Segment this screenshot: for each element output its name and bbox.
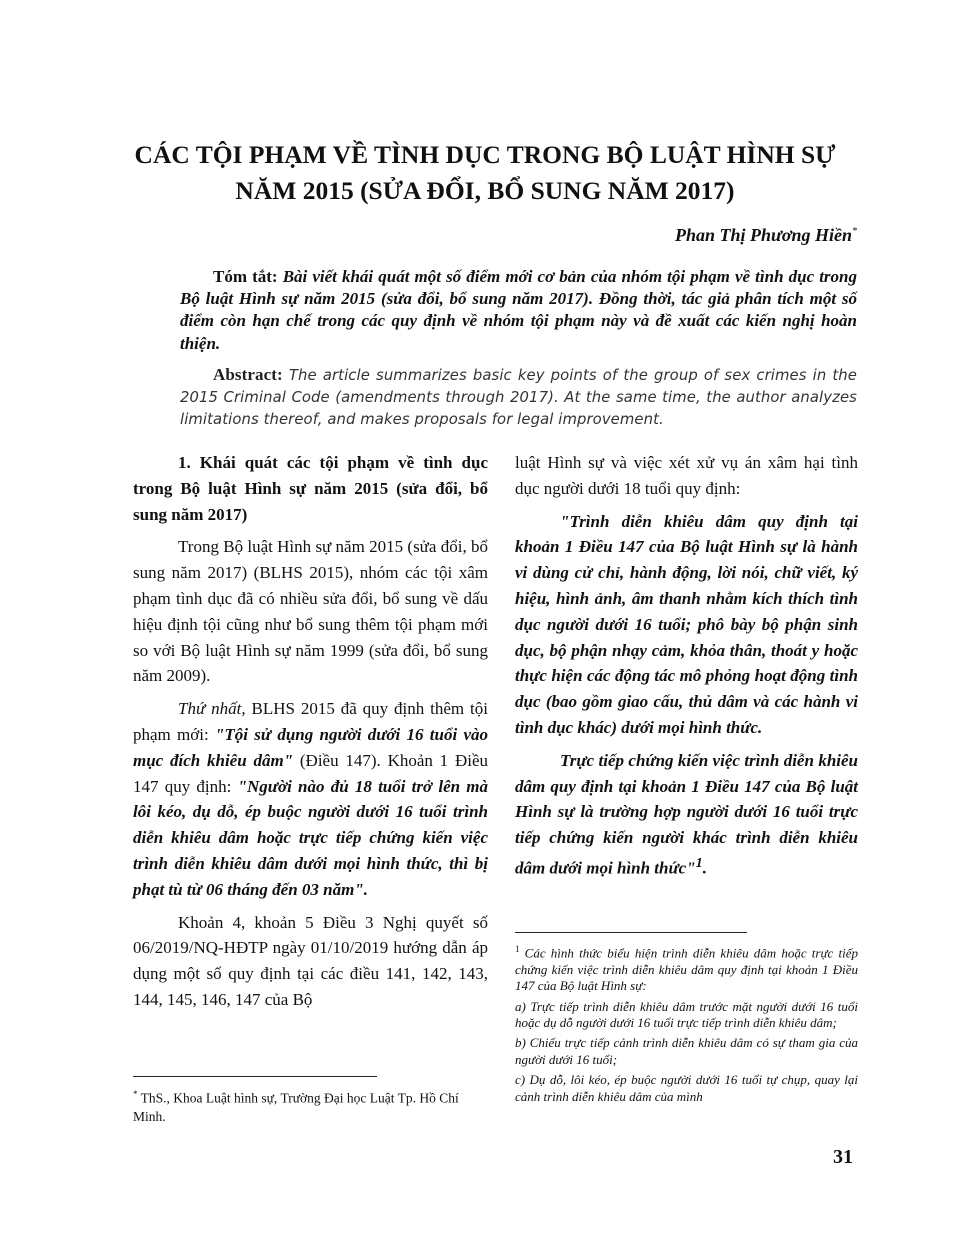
english-abstract	[180, 364, 857, 432]
author-affiliation: ThS., Khoa Luật hình sự, Trường Đại học Luật Tp. Hồ Chí Minh.	[133, 1090, 459, 1124]
footnote-1-intro	[515, 941, 858, 995]
right-paragraph-1: luật Hình sự và việc xét xử vụ án xâm hại tình dục người dưới 18 tuổi quy định:	[515, 453, 858, 498]
summary-label: Tóm tắt:	[213, 267, 278, 286]
right-paragraph-3-text: Trực tiếp chứng kiến việc trình diễn khiêu dâm quy định tại khoản 1 Điều 147 của Bộ luật Hình sự là trường hợp người dưới 16 tuổi trực tiếp chứng kiến người khác trình diễn khiêu dâm dưới mọi hình thức"	[515, 750, 858, 878]
summary-text: Bài viết khái quát một số điểm mới cơ bản của nhóm tội phạm về tình dục trong Bộ luật Hình sự năm 2015 (sửa đổi, bổ sung năm 2017). Đồng thời, tác giả phân tích một số điểm còn hạn chế trong các quy định về nhóm tội phạm này và đề xuất các kiến nghị hoàn thiện.	[180, 267, 858, 353]
left-column	[133, 450, 488, 1020]
left-paragraph-3: Khoản 4, khoản 5 Điều 3 Nghị quyết số 06/2019/NQ-HĐTP ngày 01/10/2019 hướng dẫn áp dụng một số quy định tại các điều 141, 142, 143, 144, 145, 146, 147 của Bộ	[133, 912, 488, 1009]
left-paragraph-2	[133, 696, 488, 902]
vietnamese-summary	[180, 266, 857, 355]
section-heading: 1. Khái quát các tội phạm về tình dục trong Bộ luật Hình sự năm 2015 (sửa đổi, bổ sung năm 2017)	[133, 453, 488, 524]
footnote-divider-right	[515, 932, 747, 933]
right-paragraph-2: "Trình diễn khiêu dâm quy định tại khoản 1 Điều 147 của Bộ luật Hình sự là hành vi dùng cử chỉ, hành động, lời nói, chữ viết, ký hiệu, hình ảnh, âm thanh nhằm kích thích tình dục người dưới 16 tuổi; phô bày bộ phận sinh dục, bộ phận nhạy cảm, khỏa thân, thoát y hoặc thực hiện các động tác mô phỏng hoạt động tình dục (bao gồm giao cấu, thủ dâm và các hành vi tình dục khác) dưới mọi hình thức.	[515, 511, 858, 737]
article-title	[110, 137, 860, 209]
author-footnote	[133, 1085, 493, 1126]
footnote-1-mark: 1	[515, 944, 520, 954]
title-line-2: NĂM 2015 (SỬA ĐỔI, BỔ SUNG NĂM 2017)	[235, 176, 735, 205]
page-number: 31	[833, 1146, 853, 1168]
right-paragraph-3-end: .	[702, 858, 707, 878]
first-point-lead: Thứ nhất,	[178, 699, 246, 719]
left-paragraph-2-text-a: BLHS 2015 đã quy định thêm tội phạm mới:	[133, 699, 488, 744]
article-147-quote: "Người nào đủ 18 tuổi trở lên mà lôi kéo, dụ dỗ, ép buộc người dưới 16 tuổi trình diễn khiêu dâm hoặc trực tiếp chứng kiến việc trình diễn khiêu dâm dưới mọi hình thức, thì bị phạt tù từ 06 tháng đến 03 năm".	[133, 776, 488, 899]
abstract-label: Abstract:	[213, 365, 283, 384]
abstract-text: The article summarizes basic key points of the group of sex crimes in the 2015 Criminal Code (amendments through 2017). At the same time, the author analyzes limitations thereof, and makes proposals for legal improvement.	[180, 367, 857, 429]
left-paragraph-2-text-b: (Điều 147). Khoản 1 Điều 147 quy định:	[133, 750, 488, 796]
author-byline	[675, 225, 857, 246]
footnote-1-item-a: a) Trực tiếp trình diễn khiêu dâm trước mặt người dưới 16 tuổi hoặc dụ dỗ người dưới 16 tuổi trực tiếp trình diễn khiêu dâm;	[515, 998, 858, 1030]
footnote-1-item-c: c) Dụ dỗ, lôi kéo, ép buộc người dưới 16 tuổi tự chụp, quay lại cảnh trình diễn khiêu dâm của mình	[515, 1072, 858, 1104]
author-footnote-mark: *	[852, 226, 857, 237]
author-name: Phan Thị Phương Hiền	[675, 225, 852, 245]
author-footnote-symbol: *	[133, 1089, 138, 1099]
crime-name-quote: "Tội sử dụng người dưới 16 tuổi vào mục đích khiêu dâm"	[133, 724, 488, 770]
footnote-divider-left	[133, 1076, 377, 1077]
right-paragraph-3	[515, 748, 858, 882]
footnote-reference-1: 1	[695, 854, 703, 871]
title-line-1: CÁC TỘI PHẠM VỀ TÌNH DỤC TRONG BỘ LUẬT HÌNH SỰ	[134, 140, 836, 169]
right-column	[515, 450, 858, 888]
footnote-1-item-b: b) Chiếu trực tiếp cảnh trình diễn khiêu dâm có sự tham gia của người dưới 16 tuổi;	[515, 1035, 858, 1067]
footnote-1-intro-text: Các hình thức biểu hiện trình diễn khiêu dâm hoặc trực tiếp chứng kiến việc trình diễn khiêu dâm quy định tại khoản 1 Điều 147 của Bộ luật Hình sự:	[515, 945, 858, 994]
left-paragraph-1: Trong Bộ luật Hình sự năm 2015 (sửa đổi, bổ sung năm 2017) (BLHS 2015), nhóm các tội xâm phạm tình dục đã có nhiều sửa đổi, bổ sung về dấu hiệu định tội cũng như bổ sung thêm tội phạm mới so với Bộ luật Hình sự năm 1999 (sửa đổi, bổ sung năm 2009).	[133, 537, 488, 686]
footnote-1	[515, 941, 858, 1109]
